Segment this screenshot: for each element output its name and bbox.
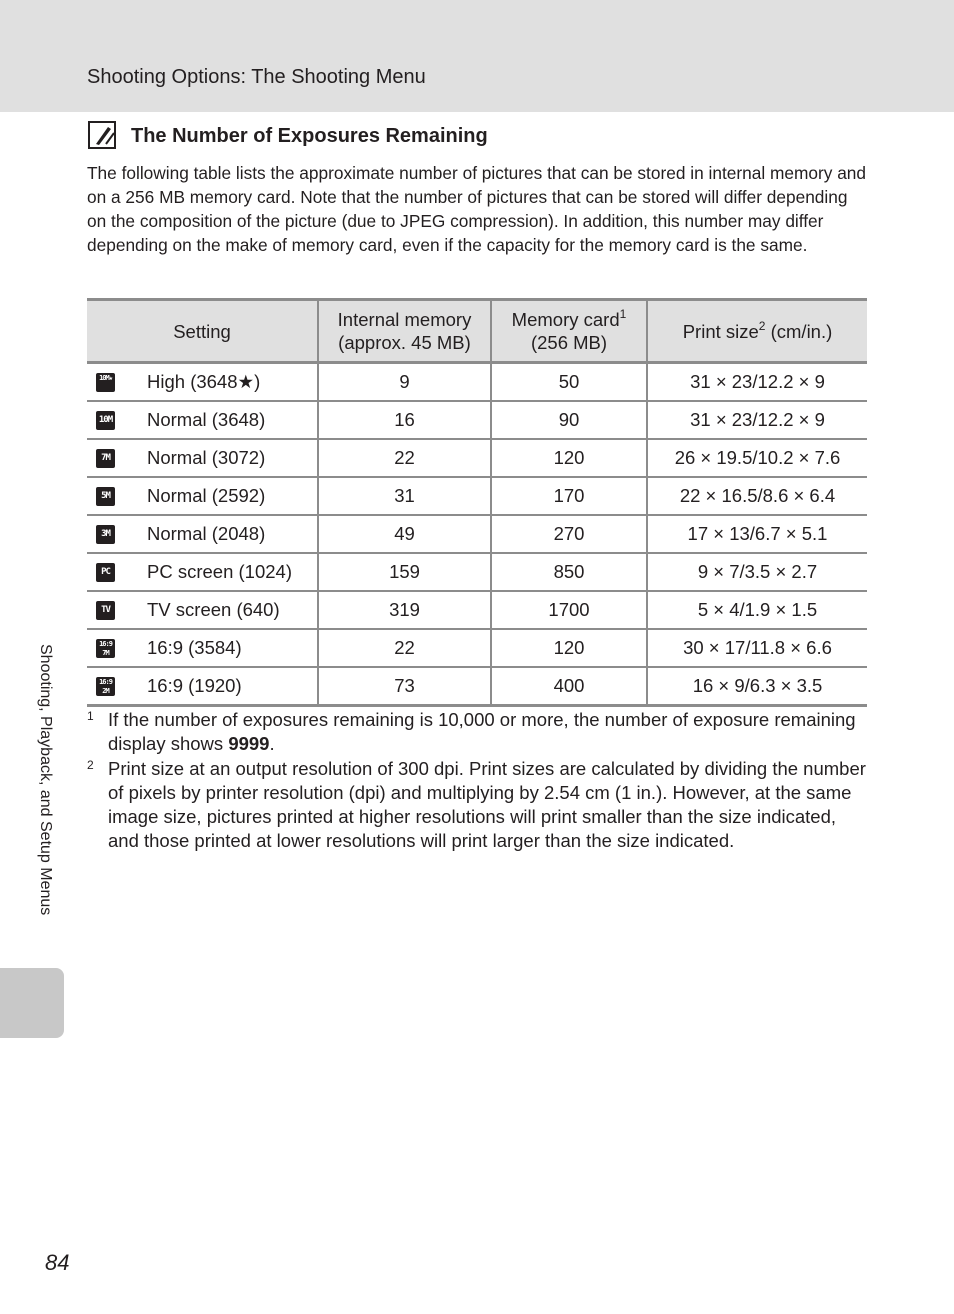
setting-label: 16:9 (1920) [147,675,242,696]
chapter-tab [0,968,64,1038]
exposures-table [87,298,867,707]
footnote-2-mark: 2 [87,758,94,772]
setting-label: TV screen (640) [147,599,280,620]
cell-internal-memory: 22 [318,629,491,667]
header-internal-memory: Internal memory (approx. 45 MB) [318,300,491,363]
cell-setting [87,591,318,629]
cell-print-size: 17 × 13/6.7 × 5.1 [647,515,867,553]
cell-setting [87,363,318,402]
header-memory-card: Memory card$^1$ (256 MB) [491,300,647,363]
setting-label: Normal (3072) [147,447,266,468]
image-mode-icon: TV [96,601,115,620]
setting-label: High (3648★) [147,371,261,392]
table-row [87,477,867,515]
table-row [87,439,867,477]
cell-internal-memory: 22 [318,439,491,477]
image-mode-icon: 3M [96,525,115,544]
cell-internal-memory: 319 [318,591,491,629]
image-mode-icon: 10M [96,411,115,430]
cell-setting [87,401,318,439]
table-row [87,553,867,591]
header-setting: Setting [87,300,318,363]
cell-print-size: 9 × 7/3.5 × 2.7 [647,553,867,591]
cell-setting [87,629,318,667]
cell-print-size: 31 × 23/12.2 × 9 [647,401,867,439]
table-row [87,515,867,553]
cell-memory-card: 1700 [491,591,647,629]
intro-paragraph: The following table lists the approximate number of pictures that can be stored in internal memory and on a 256 MB memory card. Note that the number of pictures that can be stored will differ depending on the composition of the picture (due to JPEG compression). In addition, this number may differ depending on the make of memory card, even if the capacity for the memory card is the same. [87,163,867,255]
cell-print-size: 5 × 4/1.9 × 1.5 [647,591,867,629]
cell-memory-card: 50 [491,363,647,402]
cell-setting [87,477,318,515]
image-mode-icon: 10M★ [96,373,115,392]
cell-memory-card: 170 [491,477,647,515]
cell-setting [87,553,318,591]
footnote-2: 2 Print size at an output resolution of 300 dpi. Print sizes are calculated by dividing the number of pixels by printer resolution (dpi) and multiplying by 2.54 cm (1 in.). However, at the same image size, pictures printed at higher resolutions will print smaller than the size indicated, and those printed at lower resolutions will print larger than the size indicated. [87,757,867,853]
setting-label: 16:9 (3584) [147,637,242,658]
image-mode-icon: 5M [96,487,115,506]
setting-label: Normal (3648) [147,409,266,430]
table-row [87,401,867,439]
page-number: 84 [45,1250,70,1275]
cell-memory-card: 400 [491,667,647,706]
cell-internal-memory: 31 [318,477,491,515]
table-row [87,629,867,667]
cell-print-size: 22 × 16.5/8.6 × 6.4 [647,477,867,515]
table-header-row [87,300,867,363]
cell-setting [87,667,318,706]
chapter-side-label: Shooting, Playback, and Setup Menus [37,644,54,916]
cell-memory-card: 90 [491,401,647,439]
setting-label: Normal (2592) [147,485,266,506]
cell-memory-card: 850 [491,553,647,591]
footnotes [87,708,867,854]
table-row [87,591,867,629]
image-mode-icon: 16:9 7M [96,639,115,658]
footnote-1-mark: 1 [87,709,94,723]
cell-internal-memory: 49 [318,515,491,553]
cell-internal-memory: 73 [318,667,491,706]
cell-setting [87,515,318,553]
footnote-1: 1 If the number of exposures remaining is 10,000 or more, the number of exposure remaining display shows 9999. [87,708,867,756]
image-mode-icon: 16:9 2M [96,677,115,696]
setting-label: PC screen (1024) [147,561,292,582]
image-mode-icon: 7M [96,449,115,468]
page-header-title: Shooting Options: The Shooting Menu [87,66,426,88]
cell-internal-memory: 159 [318,553,491,591]
cell-setting [87,439,318,477]
cell-memory-card: 120 [491,629,647,667]
pencil-note-icon [88,121,116,149]
cell-print-size: 31 × 23/12.2 × 9 [647,363,867,402]
table-row [87,363,867,402]
cell-memory-card: 120 [491,439,647,477]
setting-label: Normal (2048) [147,523,266,544]
section-title: The Number of Exposures Remaining [131,125,488,147]
table-row [87,667,867,706]
cell-internal-memory: 9 [318,363,491,402]
cell-memory-card: 270 [491,515,647,553]
header-band [0,0,954,112]
cell-print-size: 26 × 19.5/10.2 × 7.6 [647,439,867,477]
image-mode-icon: PC [96,563,115,582]
cell-print-size: 30 × 17/11.8 × 6.6 [647,629,867,667]
header-print-size: Print size$^2$ (cm/in.) [647,300,867,363]
cell-internal-memory: 16 [318,401,491,439]
cell-print-size: 16 × 9/6.3 × 3.5 [647,667,867,706]
